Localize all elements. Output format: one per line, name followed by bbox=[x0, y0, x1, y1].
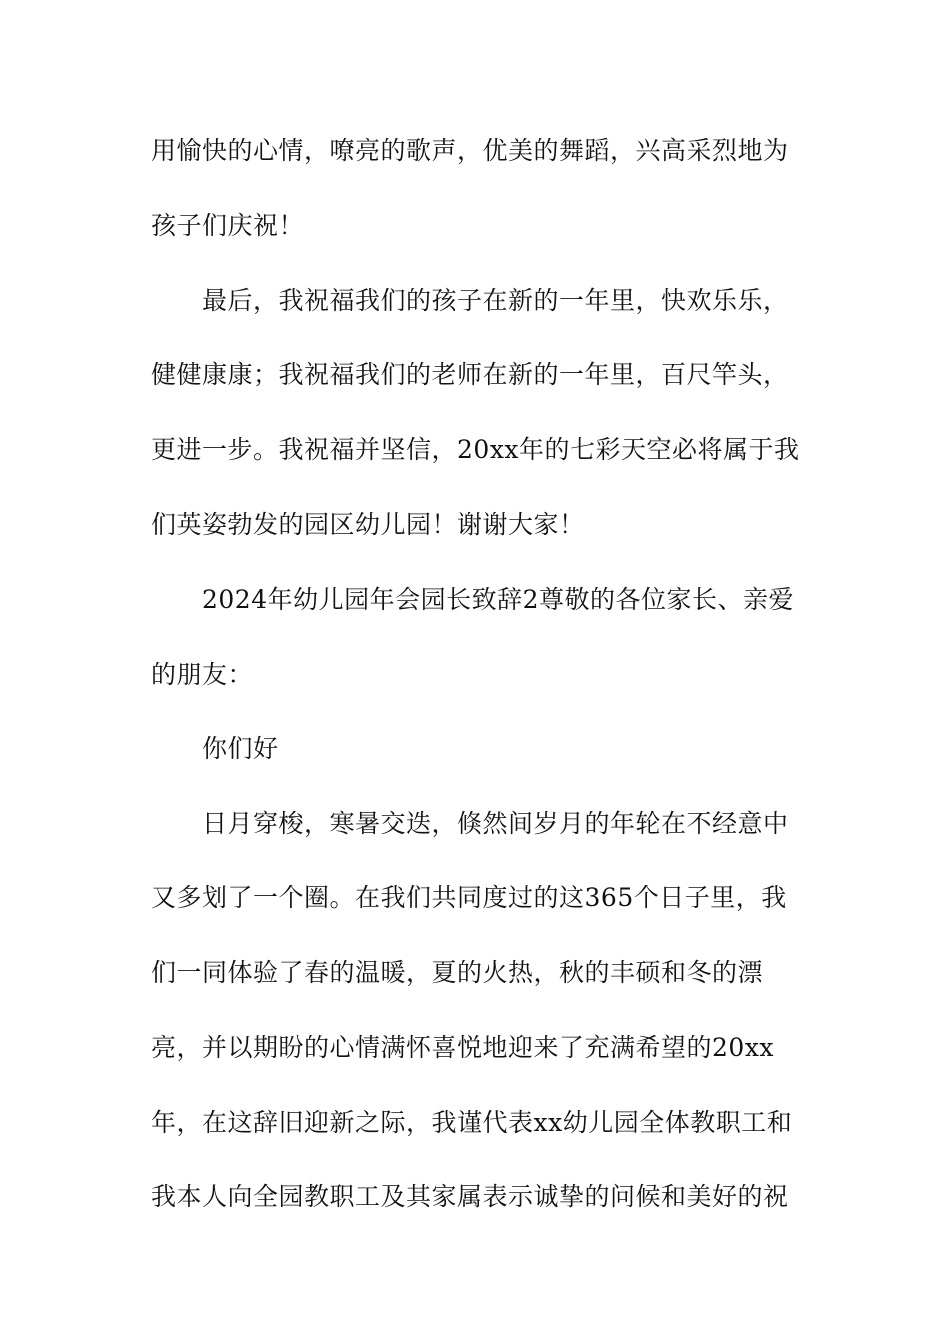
paragraph-start-line: 日月穿梭，寒暑交迭，倏然间岁月的年轮在不经意中 bbox=[202, 809, 789, 838]
text-line: 我本人向全园教职工及其家属表示诚挚的问候和美好的祝 bbox=[151, 1182, 789, 1211]
text-line: 更进一步。我祝福并坚信，20xx年的七彩天空必将属于我 bbox=[151, 435, 800, 464]
text-line: 用愉快的心情，嘹亮的歌声，优美的舞蹈，兴高采烈地为 bbox=[151, 136, 789, 165]
greeting-line: 你们好 bbox=[202, 734, 279, 763]
text-line: 健健康康；我祝福我们的老师在新的一年里，百尺竿头， bbox=[151, 360, 789, 389]
text-line: 又多划了一个圈。在我们共同度过的这365个日子里，我 bbox=[151, 883, 787, 912]
text-line: 年，在这辞旧迎新之际，我谨代表xx幼儿园全体教职工和 bbox=[151, 1108, 793, 1137]
paragraph-start-line: 最后，我祝福我们的孩子在新的一年里，快欢乐乐， bbox=[202, 286, 789, 315]
text-line: 们一同体验了春的温暖，夏的火热，秋的丰硕和冬的漂 bbox=[151, 958, 764, 987]
text-line: 孩子们庆祝！ bbox=[151, 211, 305, 240]
text-line: 亮，并以期盼的心情满怀喜悦地迎来了充满希望的20xx bbox=[151, 1033, 775, 1062]
text-line: 们英姿勃发的园区幼儿园！谢谢大家！ bbox=[151, 510, 585, 539]
paragraph-start-line: 2024年幼儿园年会园长致辞2尊敬的各位家长、亲爱 bbox=[202, 585, 795, 614]
text-line: 的朋友： bbox=[151, 660, 254, 689]
